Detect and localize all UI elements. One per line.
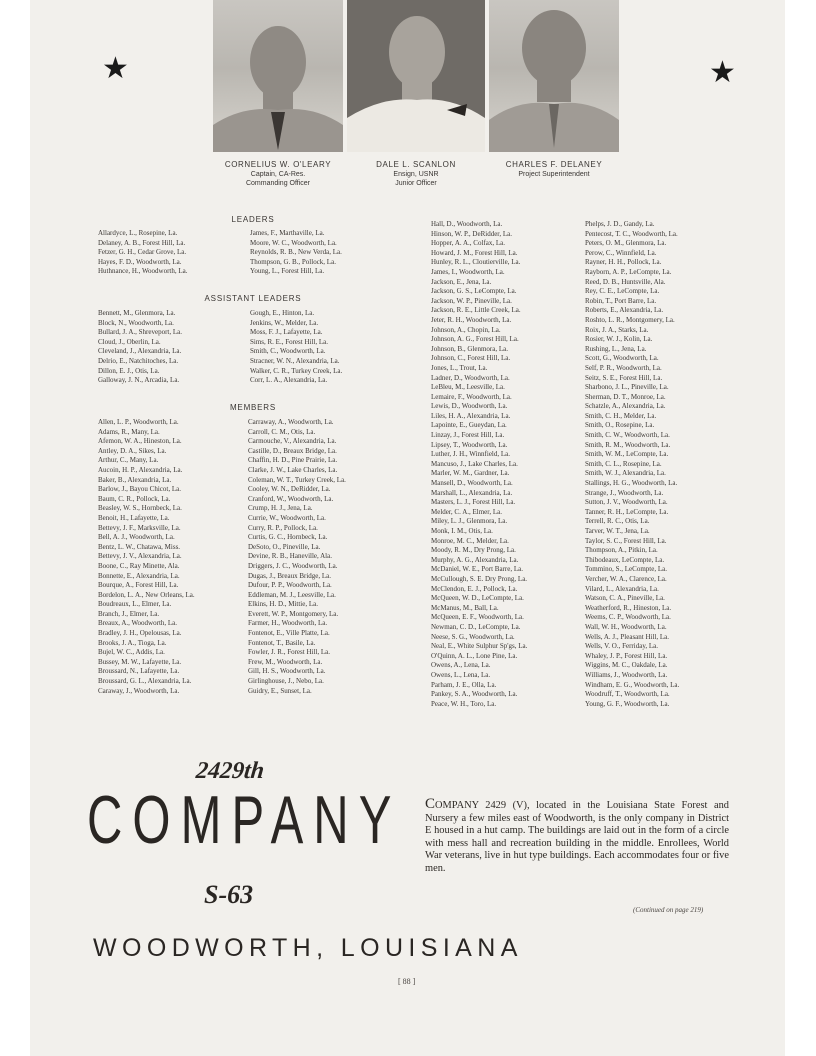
roster-entry: Hayes, F. D., Woodworth, La. (98, 257, 182, 266)
roster-entry: Arthur, C., Many, La. (98, 456, 159, 465)
roster-entry: Owens, L., Lena, La. (431, 670, 491, 679)
roster-entry: Fowler, J. R., Forest Hill, La. (248, 648, 330, 657)
roster-entry: Corr, L. A., Alexandria, La. (250, 376, 328, 385)
roster-entry: Neal, E., White Sulphur Sp'gs, La. (431, 642, 528, 651)
roster-entry: Johnson, A., Chopin, La. (431, 325, 501, 334)
roster-entry: Smith, C. W., Woodworth, La. (585, 431, 670, 440)
roster-entry: Everett, W. P., Montgomery, La. (248, 609, 339, 618)
roster-entry: Eddleman, M. J., Leesville, La. (248, 590, 336, 599)
roster-entry: Currie, W., Woodworth, La. (248, 513, 326, 522)
company-number: 2429th (194, 758, 266, 784)
roster-entry: Sutton, J. V., Woodworth, La. (585, 498, 668, 507)
roster-entry: Hall, D., Woodworth, La. (431, 220, 503, 228)
roster-entry: Johnson, A. G., Forest Hill, La. (431, 335, 519, 344)
roster-entry: Weems, C. P., Woodworth, La. (585, 613, 671, 622)
roster-entry: Parham, J. E., Olla, La. (431, 680, 497, 689)
roster-entry: Castille, D., Breaux Bridge, La. (248, 446, 337, 455)
roster-entry: Watson, C. A., Pineville, La. (585, 594, 665, 603)
roster-entry: Dugas, J., Breaux Bridge, La. (248, 571, 332, 580)
company-title: COMPANY (87, 782, 402, 858)
roster-entry: Curry, R. P., Pollock, La. (248, 523, 318, 532)
roster-entry: Seitz, S. E., Forest Hill, La. (585, 373, 663, 382)
roster-entry: Huthnance, H., Woodworth, La. (98, 267, 188, 276)
roster-entry: Aucoin, H. P., Alexandria, La. (98, 465, 183, 474)
roster-entry: Driggers, J. C., Woodworth, La. (248, 561, 338, 570)
leaders-list-right (250, 229, 342, 277)
roster-entry: Sherman, D. T., Monroe, La. (585, 392, 666, 401)
roster-entry: Monk, I. M., Otis, La. (431, 527, 493, 535)
roster-entry: Lewis, D., Woodworth, La. (431, 402, 508, 411)
roster-entry: Robin, T., Port Barre, La. (585, 296, 657, 305)
members-list-col4 (585, 220, 679, 709)
roster-entry: Tommino, S., LeCompte, La. (585, 565, 667, 574)
roster-entry: Mansell, D., Woodworth, La. (431, 479, 513, 488)
roster-entry: Guidry, E., Sunset, La. (248, 686, 312, 695)
location-title: WOODWORTH, LOUISIANA (93, 934, 523, 962)
roster-entry: Marshall, L., Alexandria, La. (431, 488, 513, 497)
members-list-col2 (248, 418, 346, 696)
roster-entry: Gough, E., Hinton, La. (250, 309, 315, 317)
roster-entry: Galloway, J. N., Arcadia, La. (98, 376, 180, 385)
roster-entry: Hopper, A. A., Colfax, La. (431, 239, 505, 248)
roster-entry: Peters, O. M., Glenmora, La. (585, 239, 667, 248)
roster-entry: James, I., Woodworth, La. (431, 267, 505, 276)
assistant-leaders-list-left (98, 309, 182, 386)
roster-entry: McQueen, W. D., LeCompte, La. (431, 594, 524, 603)
roster-entry: Lipsey, T., Woodworth, La. (431, 440, 508, 449)
heading-members: MEMBERS (229, 403, 277, 412)
roster-entry: Tarver, W. T., Jena, La. (585, 527, 650, 535)
roster-entry: Rosier, W. J., Kolin, La. (585, 335, 653, 344)
roster-entry: Crump, H. J., Jena, La. (248, 504, 313, 513)
members-list-col3 (431, 220, 527, 709)
roster-entry: Windham, E. G., Woodworth, La. (585, 680, 680, 689)
caption-oleary (203, 160, 353, 188)
roster-entry: McClendon, E. J., Pollock, La. (431, 584, 518, 593)
officer-rank: Captain, CA-Res. (250, 171, 306, 178)
roster-entry: Smith, W. M., LeCompte, La. (585, 450, 669, 459)
roster-entry: Neese, S. G., Woodworth, La. (431, 632, 515, 641)
roster-entry: Smith, C. H., Melder, La. (585, 411, 657, 420)
roster-entry: Thompson, A., Pitkin, La. (585, 546, 658, 555)
roster-entry: Delrio, E., Natchitoches, La. (98, 356, 179, 365)
roster-entry: Roshto, L. R., Montgomery, La. (585, 315, 675, 324)
heading-assistant-leaders: ASSISTANT LEADERS (204, 294, 302, 303)
roster-entry: Newman, C. D., LeCompte, La. (431, 622, 521, 631)
roster-entry: Bettevy, J. F., Marksville, La. (98, 523, 181, 532)
roster-entry: Walker, C. R., Turkey Creek, La. (250, 366, 343, 375)
roster-entry: Allen, L. P., Woodworth, La. (98, 418, 179, 426)
roster-entry: Brooks, J. A., Tioga, La. (98, 638, 167, 647)
members-list-col1 (98, 418, 195, 696)
roster-entry: Miley, L. J., Glenmora, La. (431, 517, 508, 526)
roster-entry: Devine, R. B., Haneville, Ala. (248, 552, 332, 561)
roster-entry: Breaux, A., Woodworth, La. (98, 619, 178, 628)
roster-entry: Cranford, W., Woodworth, La. (248, 494, 334, 503)
roster-entry: Mancuso, J., Lake Charles, La. (431, 459, 518, 468)
roster-entry: Fetzer, G. H., Cedar Grove, La. (98, 248, 187, 257)
roster-entry: Carroll, C. M., Otis, La. (248, 427, 316, 436)
officer-rank: Ensign, USNR (393, 171, 439, 178)
drop-cap: C (425, 796, 436, 812)
officer-name: DALE L. SCANLON (376, 160, 456, 169)
star-icon-left: ★ (102, 51, 129, 86)
caption-delaney (479, 160, 629, 179)
roster-entry: Bradley, J. H., Opelousas, La. (98, 629, 182, 638)
camp-code: S-63 (204, 880, 254, 909)
roster-entry: Sims, R. E., Forest Hill, La. (250, 337, 328, 346)
roster-entry: Bentz, L. W., Chatawa, Miss. (98, 542, 181, 551)
roster-entry: Thompson, G. B., Pollock, La. (250, 257, 336, 266)
roster-entry: Luther, J. H., Winnfield, La. (431, 450, 511, 459)
roster-entry: Gill, H. S., Woodworth, La. (248, 667, 326, 676)
roster-entry: Afemon, W. A., Hineston, La. (98, 437, 182, 446)
roster-entry: Linzay, J., Forest Hill, La. (431, 431, 505, 440)
roster-entry: Young, G. F., Woodworth, La. (585, 699, 670, 708)
roster-entry: Reynolds, R. B., New Verda, La. (250, 248, 342, 257)
roster-entry: Wiggins, M. C., Oakdale, La. (585, 661, 668, 670)
roster-entry: Smith, W. J., Alexandria, La. (585, 469, 666, 478)
company-description (425, 798, 729, 875)
roster-entry: Weatherford, R., Hineston, La. (585, 603, 672, 612)
roster-entry: Roberts, E., Alexandria, La. (585, 306, 664, 315)
assistant-leaders-list-right (250, 309, 342, 386)
star-icon-right: ★ (709, 55, 736, 90)
roster-entry: Taylor, S. C., Forest Hill, La. (585, 536, 667, 545)
roster-entry: Bettevy, J. V., Alexandria, La. (98, 552, 182, 561)
roster-entry: Rayner, H. H., Pollock, La. (585, 258, 662, 267)
roster-entry: Coleman, W. T., Turkey Creek, La. (248, 475, 346, 484)
roster-entry: Lapointe, E., Gueydan, La. (431, 421, 507, 430)
roster-entry: Jackson, W. P., Pineville, La. (431, 296, 512, 305)
roster-entry: Howard, J. M., Forest Hill, La. (431, 248, 518, 257)
roster-entry: Bell, A. J., Woodworth, La. (98, 533, 175, 542)
roster-entry: Carraway, A., Woodworth, La. (248, 418, 334, 426)
roster-entry: Perow, C., Winnfield, La. (585, 248, 657, 257)
roster-entry: Girlinghouse, J., Nebo, La. (248, 677, 324, 686)
officer-role: Junior Officer (395, 180, 437, 187)
roster-entry: Chaffin, H. D., Pine Prairie, La. (248, 456, 338, 465)
roster-entry: Vilard, L., Alexandria, La. (585, 584, 659, 593)
roster-entry: Wall, W. H., Woodworth, La. (585, 622, 667, 631)
roster-entry: Adams, R., Many, La. (98, 427, 160, 436)
roster-entry: Pankey, S. A., Woodworth, La. (431, 690, 518, 699)
roster-entry: Broussard, G. L., Alexandria, La. (98, 677, 192, 686)
roster-entry: Bordelon, L. A., New Orleans, La. (98, 590, 195, 599)
leaders-list-left (98, 229, 188, 277)
roster-entry: Cooley, W. N., DeRidder, La. (248, 485, 331, 494)
caption-scanlon (341, 160, 491, 188)
roster-entry: Moody, R. M., Dry Prong, La. (431, 546, 516, 555)
roster-entry: Caraway, J., Woodworth, La. (98, 686, 180, 695)
roster-entry: Whaley, J. P., Forest Hill, La. (585, 651, 668, 660)
roster-entry: Beasley, W. S., Hornbeck, La. (98, 504, 182, 513)
roster-entry: Stracner, W. N., Alexandria, La. (250, 356, 340, 365)
roster-entry: Cleveland, J., Alexandria, La. (98, 347, 182, 356)
roster-entry: Moss, F. J., Lafayette, La. (250, 328, 323, 337)
roster-entry: Block, N., Woodworth, La. (98, 318, 174, 327)
roster-entry: Frew, M., Woodworth, La. (248, 657, 323, 666)
roster-entry: McDaniel, W. E., Port Barre, La. (431, 565, 523, 574)
roster-entry: Delaney, A. B., Forest Hill, La. (98, 238, 186, 247)
roster-entry: Monroe, M. C., Melder, La. (431, 536, 509, 545)
roster-entry: McManus, M., Ball, La. (431, 603, 499, 612)
officer-photo-scanlon (347, 0, 485, 152)
officer-role: Commanding Officer (245, 180, 311, 187)
roster-entry: Farmer, H., Woodworth, La. (248, 619, 328, 628)
roster-entry: Bussey, M. W., Lafayette, La. (98, 657, 182, 666)
roster-entry: Branch, J., Elmer, La. (98, 609, 160, 618)
roster-entry: LeBleu, M., Leesville, La. (431, 383, 505, 392)
roster-entry: Baker, B., Alexandria, La. (98, 475, 172, 484)
roster-entry: Smith, O., Rosepine, La. (585, 421, 655, 430)
officer-role: Project Superintendent (518, 171, 590, 178)
roster-entry: Antley, D. A., Sikes, La. (98, 446, 167, 455)
roster-entry: Melder, C. A., Elmer, La. (431, 507, 502, 516)
roster-entry: Rayborn, A. P., LeCompte, La. (585, 267, 672, 276)
officer-name: CHARLES F. DELANEY (505, 160, 603, 169)
roster-entry: Bujel, W. C., Addis, La. (98, 648, 165, 657)
roster-entry: Liles, H. A., Alexandria, La. (431, 411, 511, 420)
roster-entry: Bullard, J. A., Shreveport, La. (98, 328, 182, 337)
roster-entry: Pentecost, T. C., Woodworth, La. (585, 229, 678, 238)
roster-entry: Moore, W. C., Woodworth, La. (250, 238, 337, 247)
roster-entry: Jeter, R. H., Woodworth, La. (431, 315, 512, 324)
officer-photo-delaney (489, 0, 619, 152)
roster-entry: Marler, W. M., Gardner, La. (431, 469, 510, 478)
roster-entry: Ladner, D., Woodworth, La. (431, 373, 510, 382)
officer-name: CORNELIUS W. O'LEARY (224, 160, 332, 169)
roster-entry: Jones, L., Trout, La. (431, 363, 488, 372)
roster-entry: DeSoto, O., Pineville, La. (248, 542, 321, 551)
roster-entry: Allardyce, L., Rosepine, La. (98, 229, 178, 237)
roster-entry: Benoit, H., Lafayette, La. (98, 513, 170, 522)
roster-entry: Self, P. R., Woodworth, La. (585, 363, 662, 372)
roster-entry: Smith, C. L., Rosepine, La. (585, 459, 662, 468)
roster-entry: Woodruff, T., Woodworth, La. (585, 690, 670, 699)
roster-entry: Wells, V. O., Ferriday, La. (585, 642, 658, 651)
roster-entry: Broussard, N., Lafayette, La. (98, 667, 180, 676)
roster-entry: Tanner, R. H., LeCompte, La. (585, 507, 669, 516)
roster-entry: Jackson, G. S., LeCompte, La. (431, 287, 517, 296)
roster-entry: Hunley, R. L., Cloutierville, La. (431, 258, 521, 267)
roster-entry: Peace, W. H., Toro, La. (431, 699, 497, 708)
roster-entry: McQueen, E. F., Woodworth, La. (431, 613, 524, 622)
roster-entry: Owens, A., Lena, La. (431, 661, 491, 670)
roster-entry: Johnson, C., Forest Hill, La. (431, 354, 511, 363)
roster-entry: Sharbono, J. L., Pineville, La. (585, 383, 669, 392)
roster-entry: James, F., Marthaville, La. (250, 229, 325, 237)
roster-entry: Jackson, R. E., Little Creek, La. (431, 306, 521, 315)
roster-entry: Baum, C. R., Pollock, La. (98, 494, 171, 503)
roster-entry: Rushing, L., Jena, La. (585, 344, 647, 353)
roster-entry: Strange, J., Woodworth, La. (585, 488, 664, 497)
roster-entry: Boudreaux, L., Elmer, La. (98, 600, 172, 609)
roster-entry: Smith, R. M., Woodworth, La. (585, 440, 671, 449)
roster-entry: Dillon, E. J., Otis, La. (98, 366, 160, 375)
roster-entry: Roix, J. A., Starks, La. (585, 325, 649, 334)
roster-entry: Vercher, W. A., Clarence, La. (585, 574, 667, 583)
roster-entry: Rey, C. E., LeCompte, La. (585, 287, 660, 296)
roster-entry: Curtis, G. C., Hornbeck, La. (248, 533, 328, 542)
roster-entry: Smith, C., Woodworth, La. (250, 347, 326, 356)
roster-entry: Williams, J., Woodworth, La. (585, 670, 668, 679)
roster-entry: Reed, D. B., Huntsville, Ala. (585, 277, 666, 286)
roster-entry: Scott, G., Woodworth, La. (585, 354, 659, 363)
roster-entry: Bourque, A., Forest Hill, La. (98, 581, 179, 590)
roster-entry: O'Quinn, A. L., Lone Pine, La. (431, 651, 518, 660)
roster-entry: Bennett, M., Glenmora, La. (98, 309, 176, 317)
roster-entry: Fontenot, T., Basile, La. (248, 638, 316, 647)
roster-entry: McCullough, S. E. Dry Prong, La. (431, 574, 528, 583)
page-number: [ 88 ] (398, 977, 416, 986)
roster-entry: Phelps, J. D., Gandy, La. (585, 220, 655, 228)
roster-entry: Carmouche, V., Alexandria, La. (248, 437, 337, 446)
roster-entry: Murphy, A. G., Alexandria, La. (431, 555, 519, 564)
roster-entry: Stallings, H. G., Woodworth, La. (585, 479, 678, 488)
roster-entry: Thibodeaux, LeCompte, La. (585, 555, 665, 564)
roster-entry: Wells, A. J., Pleasant Hill, La. (585, 632, 670, 641)
roster-entry: Masters, L. J., Forest Hill, La. (431, 498, 516, 507)
roster-entry: Clarke, J. W., Lake Charles, La. (248, 465, 338, 474)
roster-entry: Hinson, W. P., DeRidder, La. (431, 229, 512, 238)
continued-note: (Continued on page 219) (633, 906, 704, 914)
roster-entry: Fontenot, E., Ville Platte, La. (248, 629, 330, 638)
roster-entry: Bonnette, E., Alexandria, La. (98, 571, 180, 580)
roster-entry: Barlow, J., Bayou Chicot, La. (98, 485, 181, 494)
roster-entry: Cloud, J., Oberlin, La. (98, 337, 161, 346)
roster-entry: Elkins, H. D., Mittie, La. (248, 600, 318, 609)
roster-entry: Dufour, P. P., Woodworth, La. (248, 581, 332, 590)
roster-entry: Boone, C., Ray Minette, Ala. (98, 561, 180, 570)
roster-entry: Terrell, R. C., Otis, La. (585, 517, 650, 526)
officer-photo-oleary (213, 0, 343, 152)
roster-entry: Schatzle, A., Alexandria, La. (585, 402, 666, 411)
roster-entry: Young, L., Forest Hill, La. (250, 267, 325, 276)
roster-entry: Jackson, E., Jena, La. (431, 277, 492, 286)
roster-entry: Johnson, B., Glenmora, La. (431, 344, 508, 353)
roster-entry: Jenkins, W., Melder, La. (250, 318, 319, 327)
description-text: OMPANY 2429 (V), located in the Louisiana State Forest and Nursery a few miles east of Woodworth, is the only company in District E housed in a hut camp. The buildings are laid out in the form of a circle with mess hall and recreation building in the middle. Enrollees, World War veterans, live in hut type buildings. Each accommodates four or five men. (425, 800, 729, 874)
roster-entry: Lemaire, F., Woodworth, La. (431, 392, 512, 401)
heading-leaders: LEADERS (231, 215, 275, 224)
